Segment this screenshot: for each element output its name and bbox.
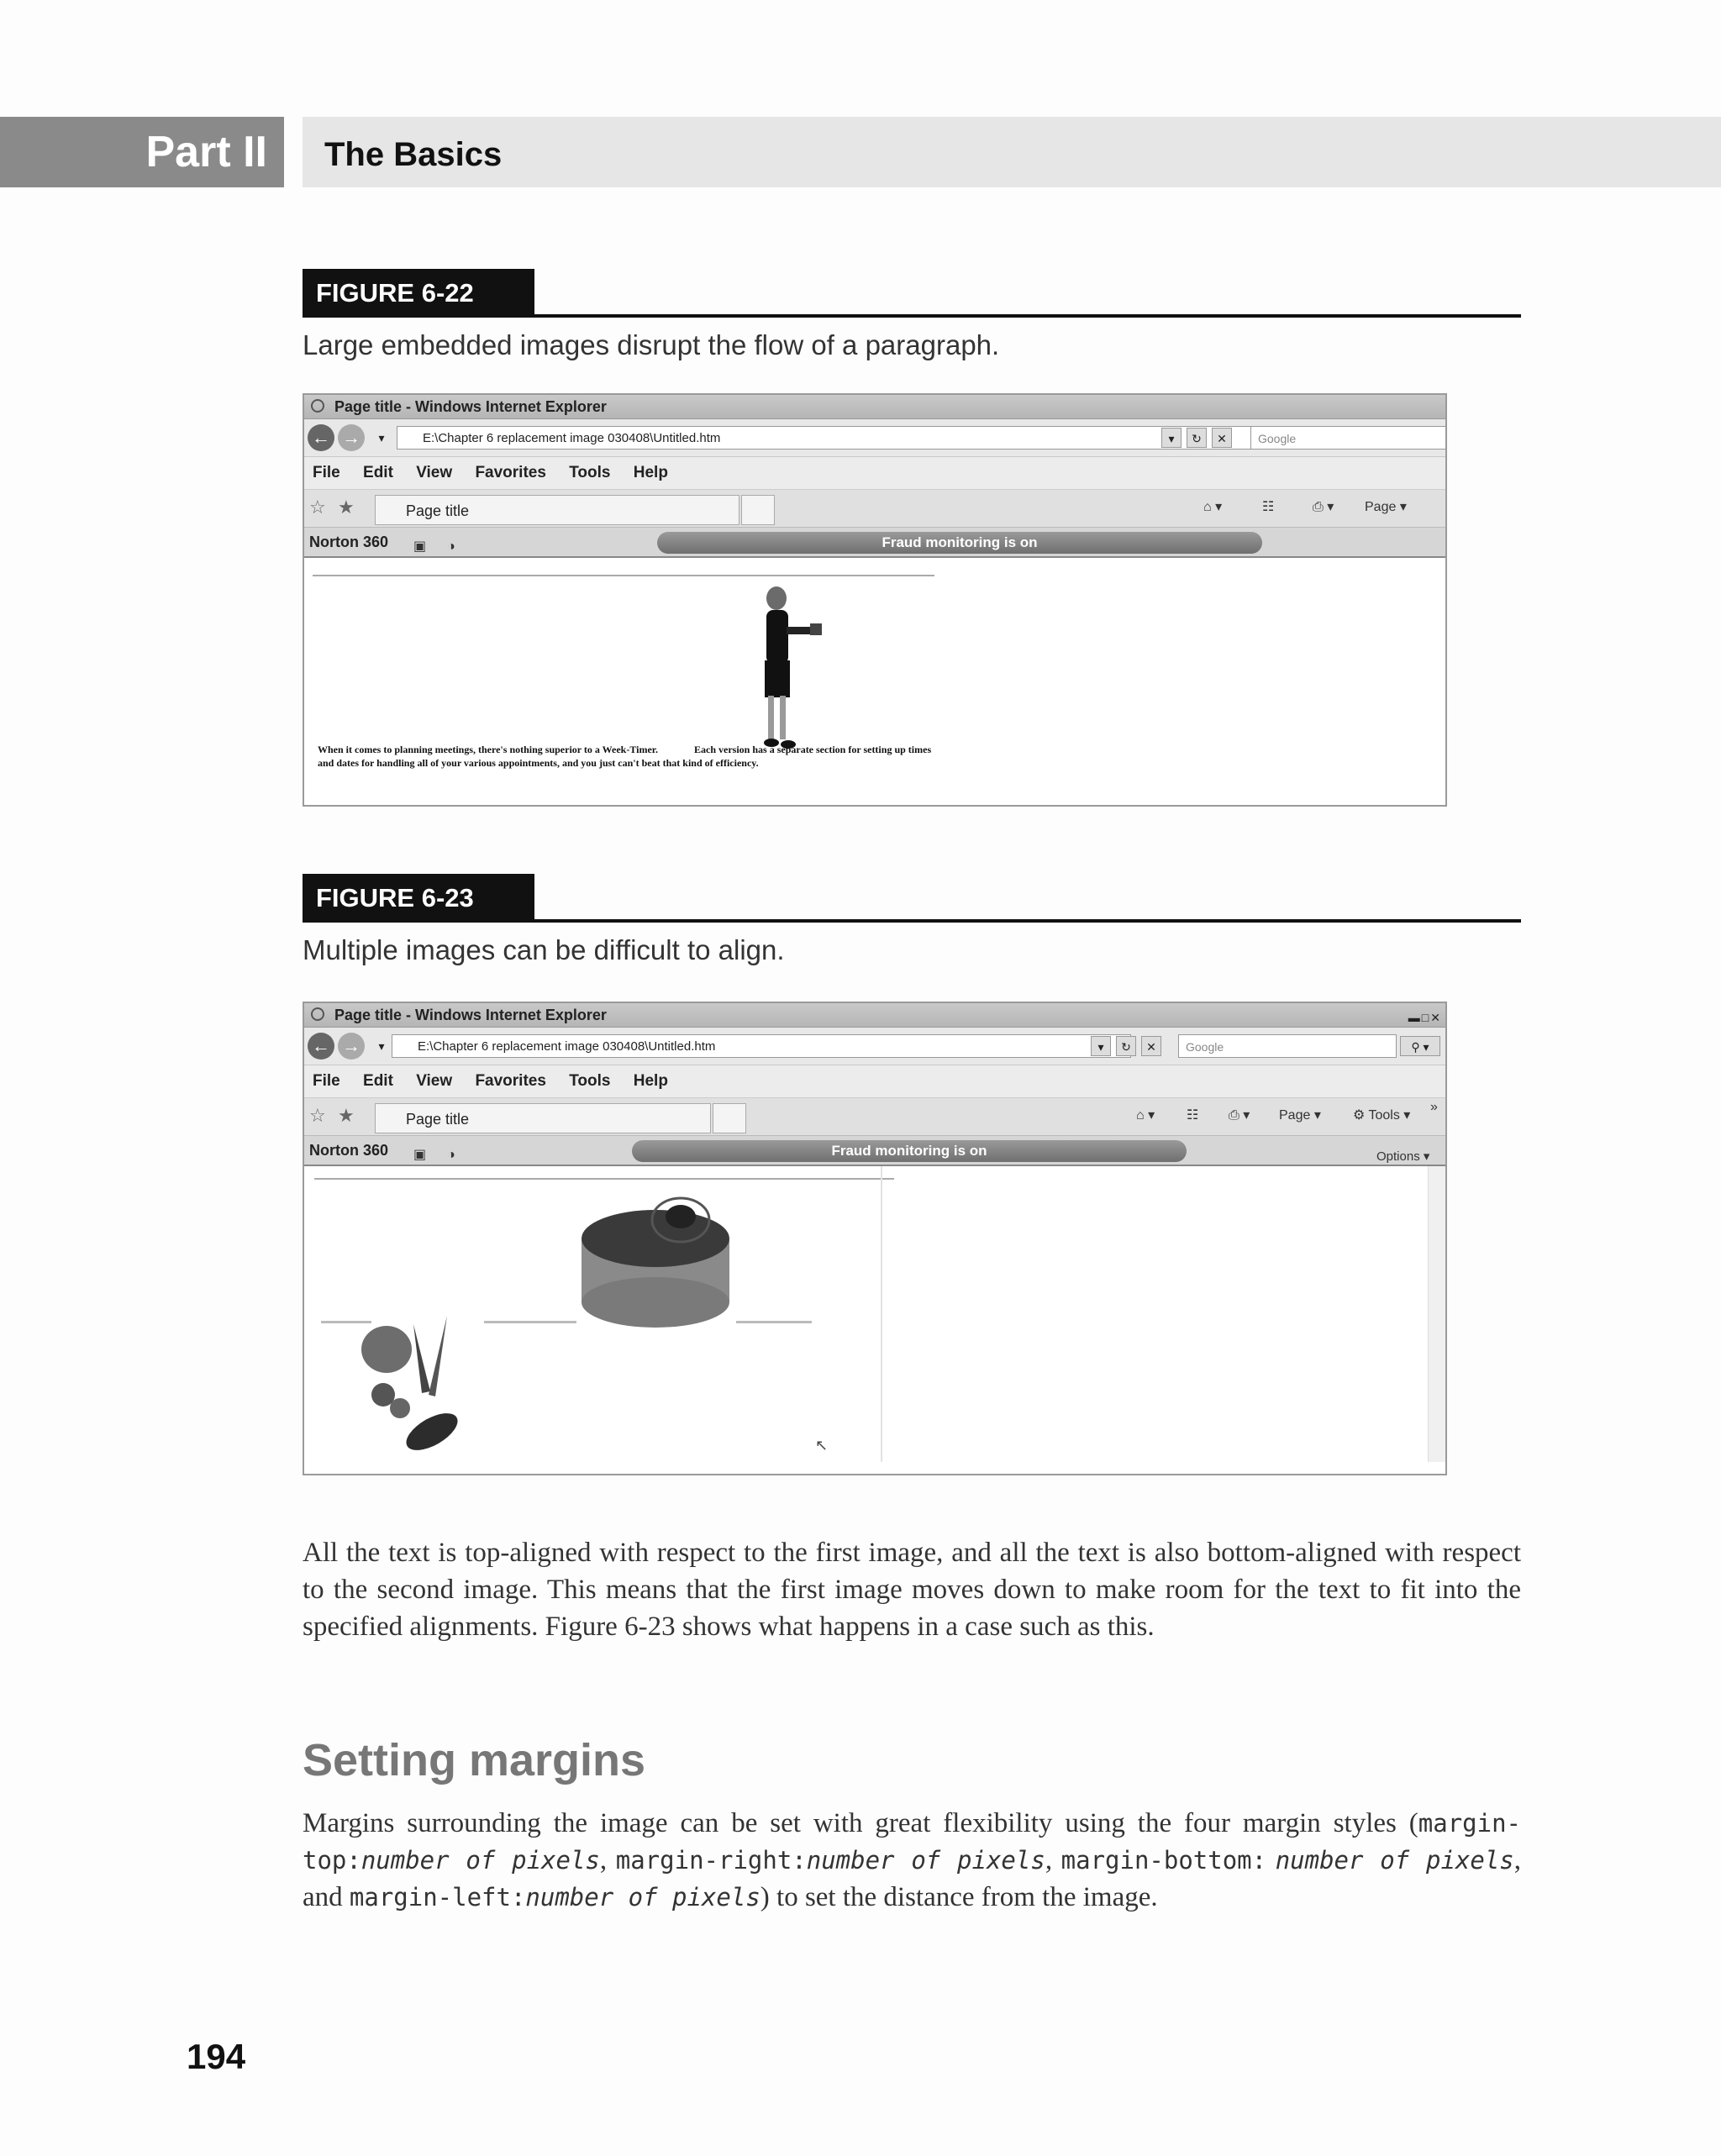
header-band (303, 117, 1721, 187)
vertical-scrollbar[interactable] (1428, 1166, 1445, 1462)
norton-label: Norton 360 (309, 1142, 389, 1159)
body-paragraph: All the text is top-aligned with respect to the first image, and all the text is also bottom-aligned with respect to the second image. This means that the first image moves down to make room for the text to fit into the specified alignments. Figure 6-23 shows what happens in a case such as this. (303, 1538, 1521, 1642)
search-input[interactable]: Google (1250, 426, 1447, 450)
content-divider (881, 1166, 882, 1462)
forward-icon[interactable]: → (338, 1033, 365, 1060)
fraud-monitor-bar[interactable] (657, 532, 1262, 554)
image-text-line (321, 1321, 371, 1323)
menu-file[interactable]: File (313, 1072, 340, 1090)
back-icon[interactable]: ← (308, 424, 334, 451)
refresh-icon[interactable]: ↻ (1116, 1036, 1136, 1056)
close-icon[interactable]: ✕ (1430, 1011, 1442, 1024)
browser-window (303, 393, 1447, 807)
tab-page-title[interactable]: Page title (375, 1103, 711, 1133)
image-text-line (484, 1321, 576, 1323)
page-content (304, 1166, 1445, 1462)
tab-page-title[interactable]: Page title (375, 495, 739, 525)
more-chevron-icon[interactable]: » (1430, 1100, 1438, 1114)
new-tab-button[interactable] (741, 495, 775, 525)
page-button[interactable]: Page ▾ (1279, 1108, 1321, 1123)
fraud-monitor-label: Fraud monitoring is on (882, 534, 1038, 550)
vegetables-image (355, 1316, 481, 1459)
page-content (304, 558, 1445, 793)
feeds-icon[interactable]: ☷ (1262, 500, 1275, 514)
search-input[interactable]: Google (1178, 1034, 1397, 1058)
refresh-icon[interactable]: ↻ (1187, 428, 1207, 448)
separator: , (1045, 1845, 1061, 1875)
part-label: Part II (145, 128, 267, 176)
norton-monitor-icon[interactable]: ▣ (413, 539, 427, 554)
section-heading: Setting margins (303, 1735, 646, 1785)
code-margin-left: margin-left: (349, 1883, 526, 1911)
code-value: number of pixels (361, 1846, 600, 1875)
code-margin-right: margin-right: (615, 1846, 807, 1875)
code-margin-bottom: margin-bottom: (1060, 1846, 1267, 1875)
address-bar (304, 419, 1445, 457)
browser-window (303, 1002, 1447, 1475)
menu-help[interactable]: Help (633, 1072, 668, 1090)
horizontal-rule (313, 575, 934, 576)
separator: , and (303, 1845, 1522, 1912)
figure-rule (303, 919, 1521, 923)
globe-icon[interactable]: ◑ (447, 1148, 455, 1162)
address-input[interactable]: E:\Chapter 6 replacement image 030408\Untitled.htm (392, 1034, 1131, 1058)
businesswoman-image (741, 583, 834, 756)
favorites-star-icon[interactable]: ☆ (309, 497, 326, 518)
back-icon[interactable]: ← (308, 1033, 334, 1060)
image-text-line (736, 1321, 812, 1323)
menu-bar (304, 1065, 1445, 1098)
add-favorites-icon[interactable]: ★ (338, 1105, 355, 1126)
separator: , (599, 1845, 616, 1875)
address-dropdown-icon[interactable]: ▾ (1091, 1036, 1111, 1056)
norton-label: Norton 360 (309, 534, 389, 550)
norton-toolbar (304, 528, 1445, 558)
code-margin-top: margin-top: (303, 1809, 1521, 1875)
figure-rule (303, 314, 1521, 318)
page-button-label: Page (1279, 1108, 1311, 1123)
history-dropdown-icon[interactable]: ▾ (378, 431, 385, 444)
menu-tools[interactable]: Tools (569, 1072, 611, 1090)
menu-file[interactable]: File (313, 464, 340, 481)
stop-icon[interactable]: ✕ (1141, 1036, 1161, 1056)
norton-toolbar (304, 1136, 1445, 1166)
forward-icon[interactable]: → (338, 424, 365, 451)
address-bar (304, 1028, 1445, 1065)
code-value: number of pixels (1275, 1846, 1514, 1875)
new-tab-button[interactable] (713, 1103, 746, 1133)
figure-caption: Multiple images can be difficult to align. (303, 934, 785, 965)
address-input[interactable]: E:\Chapter 6 replacement image 030408\Untitled.htm (397, 426, 1447, 450)
fraud-monitor-label: Fraud monitoring is on (831, 1143, 987, 1159)
window-controls (1408, 1006, 1442, 1029)
feeds-icon[interactable]: ☷ (1187, 1108, 1199, 1123)
menu-view[interactable]: View (416, 464, 453, 481)
search-icon[interactable]: ⚲ ▾ (1400, 1036, 1440, 1056)
tools-button-label: Tools (1368, 1108, 1400, 1123)
figure-tag: FIGURE 6-23 (303, 874, 534, 920)
menu-favorites[interactable]: Favorites (475, 464, 546, 481)
header-title: The Basics (324, 136, 503, 173)
page-button[interactable]: Page ▾ (1365, 500, 1407, 514)
menu-tools[interactable]: Tools (569, 464, 611, 481)
figure-tag: FIGURE 6-22 (303, 269, 534, 315)
menu-help[interactable]: Help (633, 464, 668, 481)
tab-bar (304, 490, 1445, 528)
code-value: number of pixels (525, 1883, 761, 1911)
address-dropdown-icon[interactable]: ▾ (1161, 428, 1182, 448)
cake-image (571, 1180, 739, 1331)
ie-icon (311, 399, 324, 413)
menu-view[interactable]: View (416, 1072, 453, 1090)
page-text-b: Each version has a separate section for setting up times and dates for handling all of your various appointments, and you just can't beat that kind of efficiency. (318, 744, 932, 769)
fraud-monitor-bar[interactable] (632, 1140, 1187, 1162)
tab-bar (304, 1098, 1445, 1136)
favorites-star-icon[interactable]: ☆ (309, 1105, 326, 1126)
stop-icon[interactable]: ✕ (1212, 428, 1232, 448)
window-title: Page title - Windows Internet Explorer (334, 398, 607, 415)
title-bar (304, 1003, 1445, 1028)
maximize-icon[interactable]: □ (1421, 1011, 1431, 1024)
title-bar (304, 395, 1445, 419)
margins-text: Margins surrounding the image can be set with great flexibility using the four margin styles ( (303, 1808, 1418, 1838)
margins-text: ) to set the distance from the image. (760, 1882, 1158, 1912)
ie-icon (311, 1007, 324, 1021)
options-label: Options (1376, 1149, 1420, 1164)
minimize-icon[interactable]: ▬ (1408, 1011, 1422, 1024)
add-favorites-icon[interactable]: ★ (338, 497, 355, 518)
print-icon[interactable]: ⎙ ▾ (1313, 500, 1334, 514)
margins-paragraph (303, 1805, 1521, 1916)
tools-button[interactable]: ⚙ Tools ▾ (1353, 1108, 1411, 1123)
menu-edit[interactable]: Edit (363, 464, 393, 481)
home-icon[interactable]: ⌂ ▾ (1136, 1108, 1155, 1123)
figure-caption: Large embedded images disrupt the flow of a paragraph. (303, 329, 1000, 360)
mouse-cursor-icon: ↖ (815, 1437, 829, 1454)
code-value: number of pixels (806, 1846, 1045, 1875)
norton-monitor-icon[interactable]: ▣ (413, 1148, 427, 1162)
menu-favorites[interactable]: Favorites (475, 1072, 546, 1090)
options-button[interactable]: Options ▾ (1376, 1149, 1430, 1164)
page-button-label: Page (1365, 500, 1397, 514)
history-dropdown-icon[interactable]: ▾ (378, 1039, 385, 1053)
home-icon[interactable]: ⌂ ▾ (1203, 500, 1223, 514)
menu-bar (304, 457, 1445, 490)
menu-edit[interactable]: Edit (363, 1072, 393, 1090)
page-number: 194 (187, 2037, 246, 2076)
globe-icon[interactable]: ◑ (447, 539, 455, 554)
window-title: Page title - Windows Internet Explorer (334, 1007, 607, 1023)
page-paragraph (318, 743, 939, 770)
print-icon[interactable]: ⎙ ▾ (1229, 1108, 1250, 1123)
page-text-a: When it comes to planning meetings, there's nothing superior to a Week-Timer. (318, 744, 659, 755)
